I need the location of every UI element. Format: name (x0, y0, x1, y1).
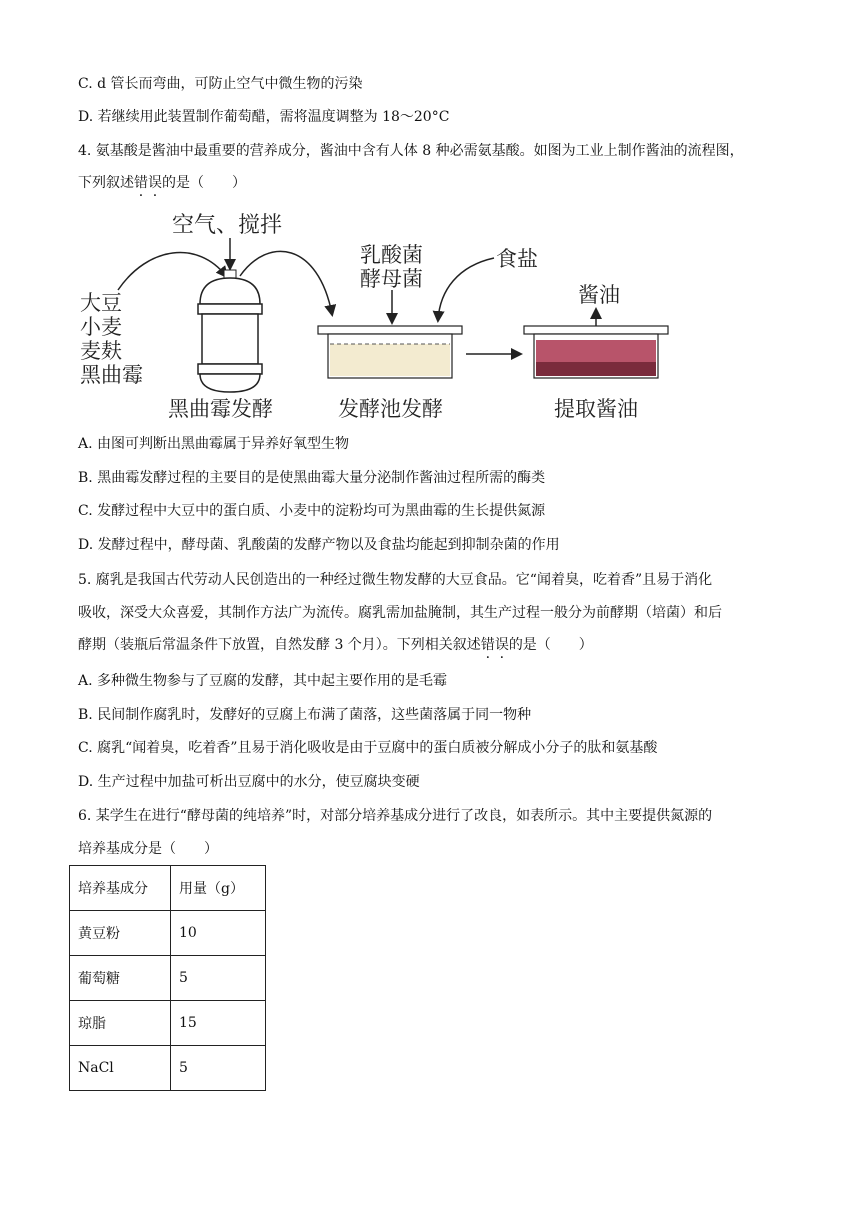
table-row (70, 1001, 266, 1046)
q5-option-d: D. 生产过程中加盐可析出豆腐中的水分，使豆腐块变硬 (78, 774, 420, 790)
step-1-label: 黑曲霉发酵 (168, 397, 273, 421)
option-c-q3: C. d 管长而弯曲，可防止空气中微生物的污染 (78, 76, 363, 92)
q5-option-a: A. 多种微生物参与了豆腐的发酵，其中起主要作用的是毛霉 (78, 673, 448, 689)
question-4-stem: 4. 氨基酸是酱油中最重要的营养成分，酱油中含有人体 8 种必需氨基酸。如图为工业上制作酱油的流程图， (78, 143, 744, 159)
question-5-stem: 5. 腐乳是我国古代劳动人民创造出的一种经过微生物发酵的大豆食品。它“闻着臭，吃着香”且易于消化 (78, 572, 713, 588)
q5-option-c: C. 腐乳“闻着臭，吃着香”且易于消化吸收是由于豆腐中的蛋白质被分解成小分子的肽和氨基酸 (78, 740, 658, 756)
table-cell: 葡萄糖 (70, 956, 171, 1001)
fermenter-tank (198, 270, 262, 392)
lactobacillus-label: 乳酸菌 (360, 243, 423, 267)
fermentation-pool (318, 326, 462, 378)
yeast-label: 酵母菌 (360, 267, 423, 291)
table-cell: NaCl (70, 1046, 171, 1091)
question-5-stem-3: 酵期（装瓶后常温条件下放置，自然发酵 3 个月）。下列相关叙述错误的是（ ） (78, 637, 593, 653)
question-6-stem: 6. 某学生在进行“酵母菌的纯培养”时，对部分培养基成分进行了改良，如表所示。其中主要提供氮源的 (78, 808, 713, 824)
medium-table (69, 865, 266, 1091)
input-wheat: 小麦 (80, 315, 122, 339)
input-aspergillus: 黑曲霉 (80, 363, 143, 387)
table-header: 培养基成分 (70, 866, 171, 911)
option-d-q3: D. 若继续用此装置制作葡萄醋，需将温度调整为 18～20°C (78, 109, 450, 125)
table-cell: 15 (171, 1001, 266, 1046)
question-5-stem-2: 吸收，深受大众喜爱，其制作方法广为流传。腐乳需加盐腌制，其生产过程一般分为前酵期（培菌）和后 (78, 605, 722, 621)
table-cell: 10 (171, 911, 266, 956)
q4-option-d: D. 发酵过程中，酵母菌、乳酸菌的发酵产物以及食盐均能起到抑制杂菌的作用 (78, 537, 560, 553)
salt-label: 食盐 (496, 247, 538, 271)
air-label: 空气、搅拌 (172, 213, 283, 238)
table-header: 用量（g） (171, 866, 266, 911)
q4-option-b: B. 黑曲霉发酵过程的主要目的是使黑曲霉大量分泌制作酱油过程所需的酶类 (78, 470, 546, 486)
q4-option-c: C. 发酵过程中大豆中的蛋白质、小麦中的淀粉均可为黑曲霉的生长提供氮源 (78, 503, 546, 519)
step-2-label: 发酵池发酵 (338, 397, 443, 421)
input-soybean: 大豆 (80, 291, 122, 315)
table-row (70, 911, 266, 956)
table-row (70, 1046, 266, 1091)
question-4-stem-2: 下列叙述错误的是（ ） (78, 175, 246, 191)
extraction-pool (524, 326, 668, 378)
table-row (70, 956, 266, 1001)
table-cell: 5 (171, 956, 266, 1001)
table-header-row (70, 866, 266, 911)
q4-option-a: A. 由图可判断出黑曲霉属于异养好氧型生物 (78, 436, 350, 452)
table-cell: 5 (171, 1046, 266, 1091)
soy-sauce-label: 酱油 (578, 283, 620, 307)
soy-sauce-flow-diagram (78, 206, 678, 428)
input-bran: 麦麸 (80, 339, 122, 363)
table-cell: 琼脂 (70, 1001, 171, 1046)
table-cell: 黄豆粉 (70, 911, 171, 956)
step-3-label: 提取酱油 (554, 397, 638, 421)
question-6-stem-2: 培养基成分是（ ） (78, 841, 218, 857)
q5-option-b: B. 民间制作腐乳时，发酵好的豆腐上布满了菌落，这些菌落属于同一物种 (78, 707, 532, 723)
